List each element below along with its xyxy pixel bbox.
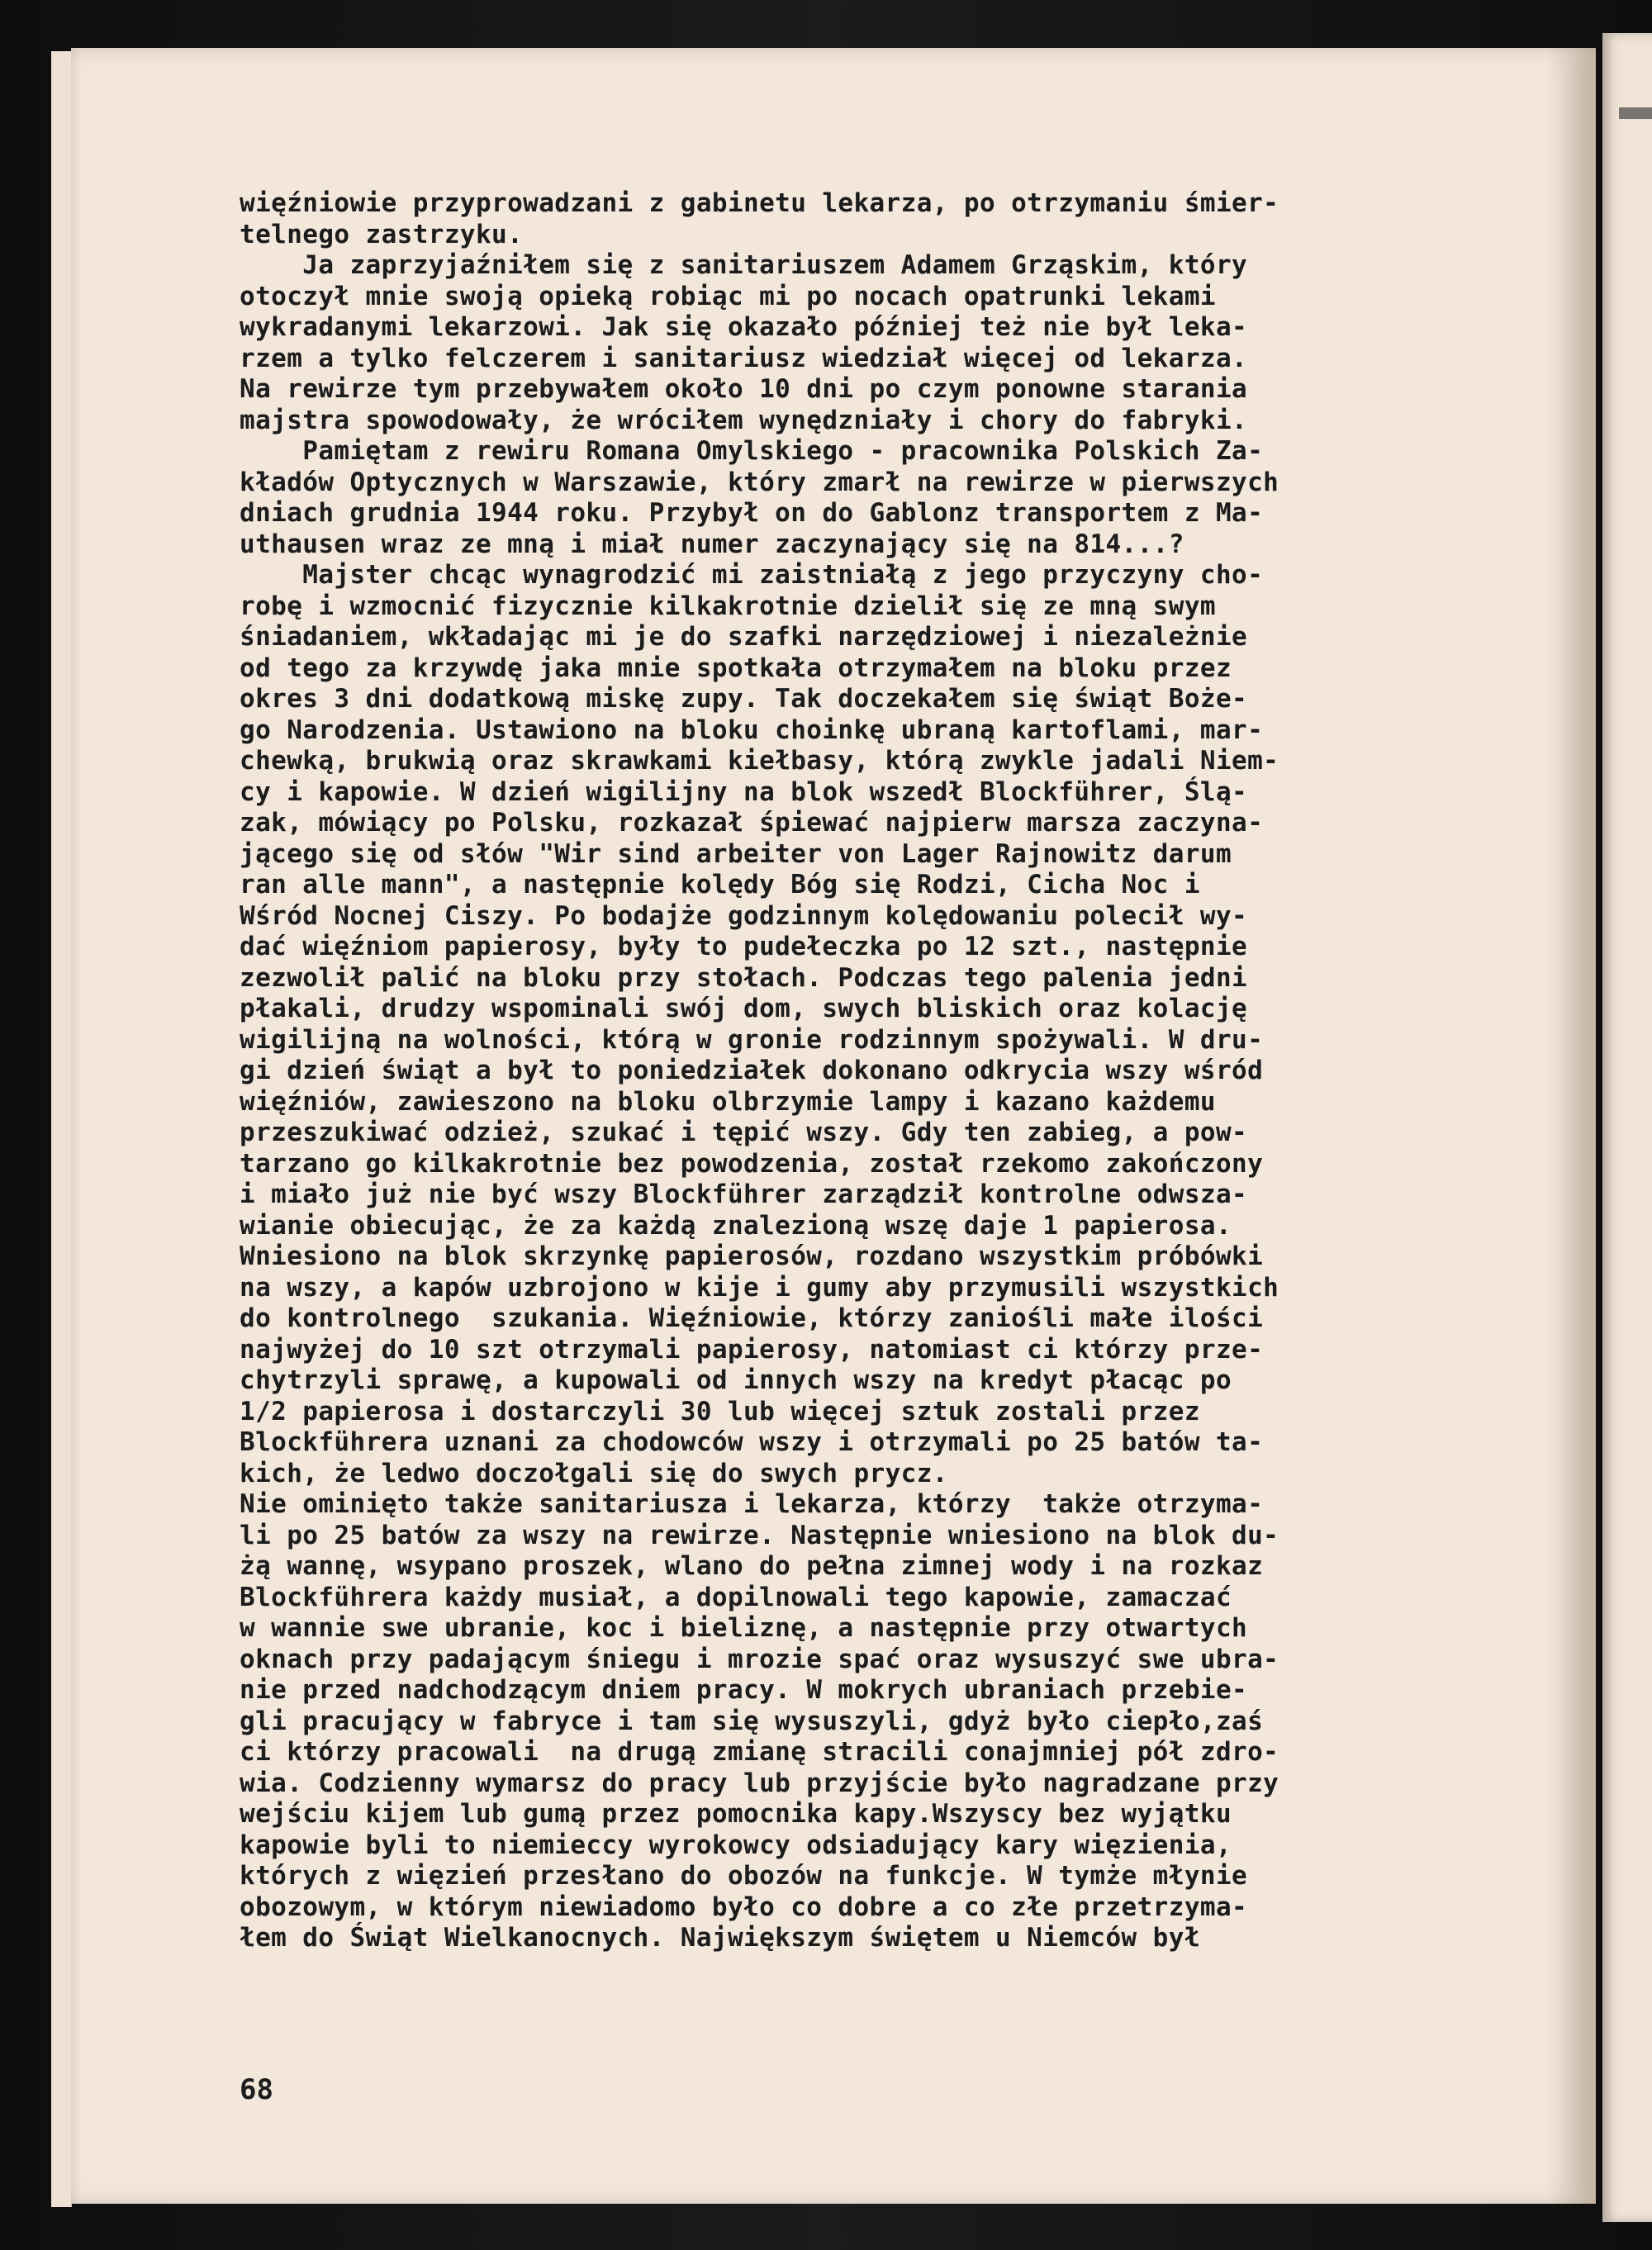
text-line: najwyżej do 10 szt otrzymali papierosy, natomiast ci którzy prze- bbox=[240, 1334, 1264, 1365]
text-line: wianie obiecując, że za każdą znalezioną wszę daje 1 papierosa. bbox=[240, 1210, 1232, 1241]
page-number: 68 bbox=[240, 2073, 273, 2106]
text-line: gi dzień świąt a był to poniedziałek dokonano odkrycia wszy wśród bbox=[240, 1056, 1264, 1085]
text-line: do kontrolnego szukania. Więźniowie, którzy zaniośli małe ilości bbox=[240, 1303, 1264, 1333]
text-line: ci którzy pracowali na drugą zmianę stracili conajmniej pół zdro- bbox=[240, 1737, 1279, 1767]
text-line: cy i kapowie. W dzień wigilijny na blok wszedł Blockführer, Ślą- bbox=[240, 776, 1248, 807]
text-line: go Narodzenia. Ustawiono na bloku choinkę ubraną kartoflami, mar- bbox=[240, 714, 1264, 745]
text-line: Wśród Nocnej Ciszy. Po bodajże godzinnym kolędowaniu polecił wy- bbox=[240, 900, 1248, 931]
adjacent-page bbox=[1602, 33, 1652, 2222]
text-line: których z więzień przesłano do obozów na funkcje. W tymże młynie bbox=[240, 1861, 1248, 1891]
text-line: kich, że ledwo doczołgali się do swych prycz. bbox=[240, 1458, 948, 1488]
text-line: wia. Codzienny wymarsz do pracy lub przyjście było nagradzane przy bbox=[240, 1768, 1279, 1798]
text-line: dniach grudnia 1944 roku. Przybył on do Gablonz transportem z Ma- bbox=[240, 498, 1264, 528]
text-line: chewką, brukwią oraz skrawkami kiełbasy, którą zwykle jadali Niem- bbox=[240, 746, 1279, 776]
text-line: oknach przy padającym śniegu i mrozie spać oraz wysuszyć swe ubra- bbox=[240, 1644, 1279, 1674]
text-line: uthausen wraz ze mną i miał numer zaczynający się na 814...? bbox=[240, 529, 1184, 559]
text-line: wejściu kijem lub gumą przez pomocnika kapy.Wszyscy bez wyjątku bbox=[240, 1799, 1232, 1829]
text-line: Wniesiono na blok skrzynkę papierosów, rozdano wszystkim próbówki bbox=[240, 1241, 1264, 1271]
text-line: li po 25 batów za wszy na rewirze. Następnie wniesiono na blok du- bbox=[240, 1520, 1279, 1550]
text-line: Majster chcąc wynagrodzić mi zaistniałą z jego przyczyny cho- bbox=[240, 560, 1264, 590]
text-line: żą wannę, wsypano proszek, wlano do pełna zimnej wody i na rozkaz bbox=[240, 1551, 1264, 1581]
text-line: tarzano go kilkakrotnie bez powodzenia, został rzekomo zakończony bbox=[240, 1148, 1264, 1179]
text-line: wykradanymi lekarzowi. Jak się okazało później też nie był leka- bbox=[240, 312, 1248, 342]
text-line: rzem a tylko felczerem i sanitariusz wiedział więcej od lekarza. bbox=[240, 343, 1248, 373]
text-line: ran alle mann", a następnie kolędy Bóg się Rodzi, Cicha Noc i bbox=[240, 870, 1200, 900]
text-line: kapowie byli to niemieccy wyrokowcy odsiadujący kary więzienia, bbox=[240, 1830, 1232, 1860]
text-line: łem do Świąt Wielkanocnych. Największym świętem u Niemców był bbox=[240, 1923, 1200, 1953]
text-line: na wszy, a kapów uzbrojono w kije i gumy aby przymusili wszystkich bbox=[240, 1272, 1279, 1303]
text-line: Blockführera każdy musiał, a dopilnowali tego kapowie, zamaczać bbox=[240, 1582, 1232, 1612]
text-line: wigilijną na wolności, którą w gronie rodzinnym spożywali. W dru- bbox=[240, 1024, 1264, 1055]
text-line: i miało już nie być wszy Blockführer zarządził kontrolne odwsza- bbox=[240, 1180, 1248, 1209]
text-line: Na rewirze tym przebywałem około 10 dni po czym ponowne starania bbox=[240, 374, 1248, 404]
text-line: płakali, drudzy wspominali swój dom, swych bliskich oraz kolację bbox=[240, 994, 1248, 1023]
text-line: w wannie swe ubranie, koc i bieliznę, a następnie przy otwartych bbox=[240, 1613, 1248, 1643]
text-line: 1/2 papierosa i dostarczyli 30 lub więcej sztuk zostali przez bbox=[240, 1396, 1200, 1426]
text-line: dać więźniom papierosy, były to pudełeczka po 12 szt., następnie bbox=[240, 932, 1248, 961]
text-line: obozowym, w którym niewiadomo było co dobre a co złe przetrzyma- bbox=[240, 1892, 1248, 1922]
text-line: zezwolił palić na bloku przy stołach. Podczas tego palenia jedni bbox=[240, 962, 1248, 993]
text-line: Nie ominięto także sanitariusza i lekarza, którzy także otrzyma- bbox=[240, 1489, 1264, 1519]
text-line: Pamiętam z rewiru Romana Omylskiego - pracownika Polskich Za- bbox=[240, 436, 1264, 466]
text-line: kładów Optycznych w Warszawie, który zmarł na rewirze w pierwszych bbox=[240, 467, 1279, 497]
text-line: okres 3 dni dodatkową miskę zupy. Tak doczekałem się świąt Boże- bbox=[240, 684, 1248, 714]
text-line: majstra spowodowały, że wróciłem wynędzniały i chory do fabryki. bbox=[240, 405, 1248, 435]
text-line: chytrzyli sprawę, a kupowali od innych wszy na kredyt płacąc po bbox=[240, 1365, 1232, 1395]
text-line: nie przed nadchodzącym dniem pracy. W mokrych ubraniach przebie- bbox=[240, 1675, 1248, 1705]
text-line: Ja zaprzyjaźniłem się z sanitariuszem Adamem Grząskim, który bbox=[240, 250, 1248, 280]
text-line: gli pracujący w fabryce i tam się wysuszyli, gdyż było ciepło,zaś bbox=[240, 1706, 1264, 1736]
text-line: robę i wzmocnić fizycznie kilkakrotnie dzielił się ze mną swym bbox=[240, 591, 1216, 621]
text-line: jącego się od słów "Wir sind arbeiter von Lager Rajnowitz darum bbox=[240, 838, 1232, 869]
text-line: telnego zastrzyku. bbox=[240, 219, 524, 249]
text-line: więźniów, zawieszono na bloku olbrzymie lampy i kazano każdemu bbox=[240, 1086, 1216, 1117]
text-line: więźniowie przyprowadzani z gabinetu lekarza, po otrzymaniu śmier- bbox=[240, 188, 1279, 218]
text-line: przeszukiwać odzież, szukać i tępić wszy. Gdy ten zabieg, a pow- bbox=[240, 1118, 1248, 1147]
text-line: od tego za krzywdę jaka mnie spotkała otrzymałem na bloku przez bbox=[240, 653, 1232, 683]
text-line: zak, mówiący po Polsku, rozkazał śpiewać najpierw marsza zaczyna- bbox=[240, 808, 1264, 838]
body-text bbox=[240, 188, 1512, 1954]
text-line: otoczył mnie swoją opieką robiąc mi po nocach opatrunki lekami bbox=[240, 281, 1216, 311]
text-line: Blockführera uznani za chodowców wszy i otrzymali po 25 batów ta- bbox=[240, 1427, 1264, 1457]
text-line: śniadaniem, wkładając mi je do szafki narzędziowej i niezależnie bbox=[240, 622, 1248, 652]
gutter-shadow bbox=[1546, 48, 1596, 2204]
